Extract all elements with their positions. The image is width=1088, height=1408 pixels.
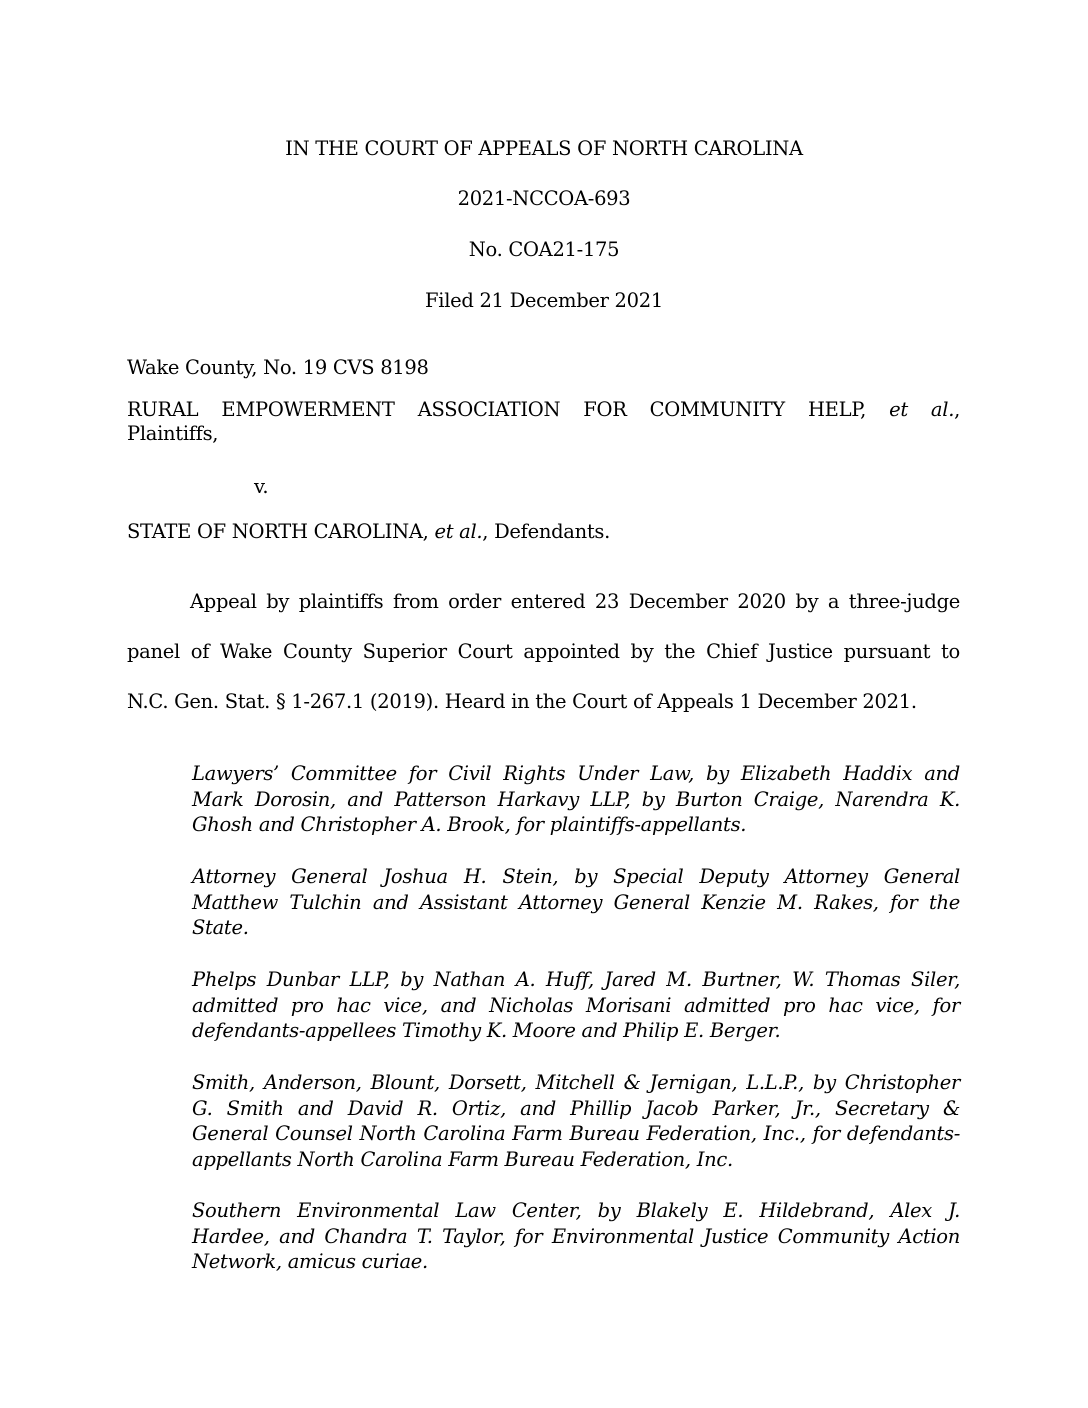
counsel-farm-bureau [192,1070,960,1172]
defendant-role: , Defendants. [482,520,610,543]
counsel-line: Ghosh and Christopher A. Brook, for plaintiffs-appellants. [192,813,747,836]
counsel-line: defendants-appellees Timothy K. Moore and Philip E. Berger. [192,1019,781,1042]
defendant-et-al: et al. [434,520,483,543]
filed-date: Filed 21 December 2021 [425,289,663,312]
counsel-line: Phelps Dunbar LLP, by Nathan A. Huff, Jared M. Burtner, W. Thomas Siler, [192,968,960,991]
counsel-line: admitted pro hac vice, and Nicholas Morisani admitted pro hac vice, for [192,993,960,1017]
plaintiff-line [127,398,960,422]
appeal-line-1: Appeal by plaintiffs from order entered 23 December 2020 by a three-judge [190,590,960,613]
counsel-line: Southern Environmental Law Center, by Blakely E. Hildebrand, Alex J. [192,1199,960,1222]
counsel-defendants-appellees [192,967,960,1044]
plaintiff-name: RURAL EMPOWERMENT ASSOCIATION FOR COMMUNITY HELP, [127,398,867,421]
counsel-state [192,864,960,941]
counsel-line: State. [192,916,249,939]
appeal-line-2: panel of Wake County Superior Court appointed by the Chief Justice pursuant to [127,640,960,663]
counsel-plaintiffs [192,761,960,838]
counsel-line: Attorney General Joshua H. Stein, by Special Deputy Attorney General [192,865,960,888]
versus: v. [254,475,269,498]
counsel-line: Hardee, and Chandra T. Taylor, for Environmental Justice Community Action [192,1224,960,1248]
counsel-line: appellants North Carolina Farm Bureau Federation, Inc. [192,1147,733,1171]
appeal-line-3: N.C. Gen. Stat. § 1-267.1 (2019). Heard in the Court of Appeals 1 December 2021. [127,690,917,713]
counsel-line: General Counsel North Carolina Farm Bureau Federation, Inc., for defendants- [192,1122,960,1145]
neutral-citation: 2021-NCCOA-693 [457,187,631,210]
plaintiff-role: Plaintiffs, [127,422,219,445]
county-case-number: Wake County, No. 19 CVS 8198 [127,356,429,379]
defendant-name: STATE OF NORTH CAROLINA, [127,520,429,543]
plaintiff-comma: , [954,398,961,421]
plaintiff-et-al: et al. [889,398,955,421]
counsel-line: G. Smith and David R. Ortiz, and Phillip Jacob Parker, Jr., Secretary & [192,1096,960,1120]
court-name: IN THE COURT OF APPEALS OF NORTH CAROLINA [285,137,803,160]
defendant-line [127,520,610,544]
counsel-line: Lawyers’ Committee for Civil Rights Under Law, by Elizabeth Haddix and [192,762,960,785]
counsel-line: Mark Dorosin, and Patterson Harkavy LLP, by Burton Craige, Narendra K. [192,787,960,811]
docket-number: No. COA21-175 [468,238,620,261]
counsel-line: Smith, Anderson, Blount, Dorsett, Mitchell & Jernigan, L.L.P., by Christopher [192,1071,960,1094]
counsel-line: Network, amicus curiae. [192,1250,428,1273]
counsel-amicus [192,1198,960,1275]
counsel-line: Matthew Tulchin and Assistant Attorney General Kenzie M. Rakes, for the [192,890,960,914]
